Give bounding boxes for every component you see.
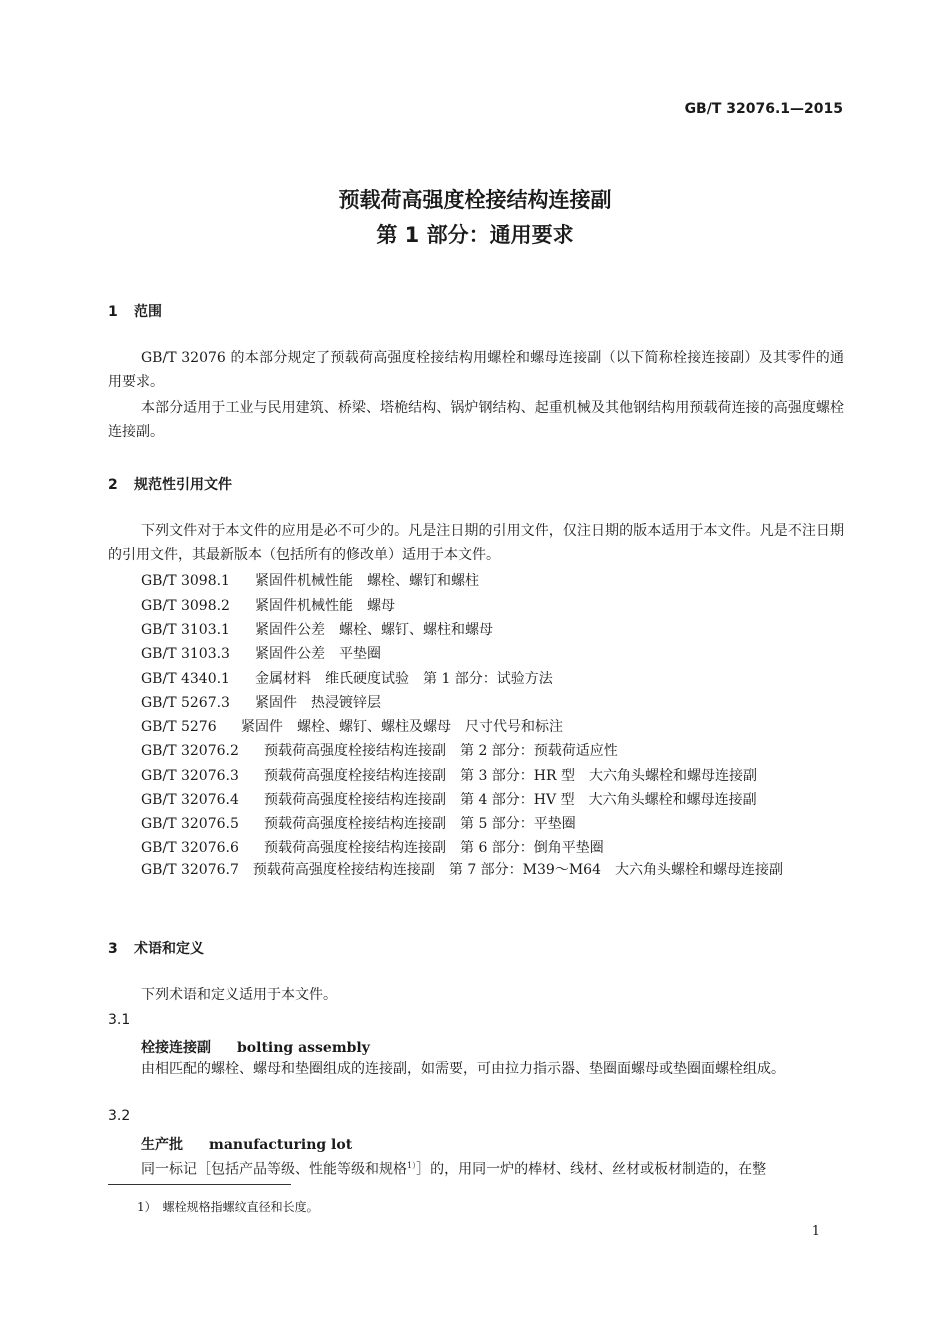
reference-title: 紧固件 螺栓、螺钉、螺柱及螺母 尺寸代号和标注 bbox=[241, 719, 563, 735]
term-number: 3.1 bbox=[108, 1012, 131, 1028]
reference-item bbox=[141, 765, 757, 785]
terms-intro: 下列术语和定义适用于本文件。 bbox=[141, 987, 337, 1003]
reference-title: 预载荷高强度栓接结构连接副 第 3 部分：HR 型 大六角头螺栓和螺母连接副 bbox=[264, 768, 758, 784]
reference-code: GB/T 32076.2 bbox=[141, 743, 239, 759]
reference-item bbox=[141, 643, 381, 663]
term-definition bbox=[108, 1154, 844, 1182]
scope-paragraph-2: 本部分适用于工业与民用建筑、桥梁、塔桅结构、锅炉钢结构、起重机械及其他钢结构用预载荷连接的高强度螺栓连接副。 bbox=[108, 400, 844, 440]
reference-title: 紧固件机械性能 螺栓、螺钉和螺柱 bbox=[255, 573, 479, 589]
reference-code: GB/T 32076.5 bbox=[141, 816, 239, 832]
reference-item bbox=[141, 837, 604, 857]
reference-code: GB/T 3103.1 bbox=[141, 622, 230, 638]
section-1-heading bbox=[108, 301, 162, 321]
reference-code: GB/T 5276 bbox=[141, 719, 217, 735]
section-number: 1 bbox=[108, 304, 118, 320]
reference-item bbox=[141, 813, 576, 833]
reference-title: 紧固件公差 螺栓、螺钉、螺柱和螺母 bbox=[255, 622, 493, 638]
section-title: 规范性引用文件 bbox=[134, 477, 232, 493]
section-number: 2 bbox=[108, 477, 118, 493]
term-name-zh: 栓接连接副 bbox=[141, 1040, 211, 1056]
reference-code: GB/T 32076.6 bbox=[141, 840, 239, 856]
reference-item bbox=[141, 692, 381, 712]
reference-item bbox=[141, 619, 493, 639]
reference-item bbox=[141, 716, 563, 736]
term-name-en: manufacturing lot bbox=[209, 1137, 353, 1153]
document-subtitle: 第 1 部分：通用要求 bbox=[376, 223, 574, 247]
footnote-marker: 1） bbox=[407, 1161, 417, 1170]
reference-item-wrapped: GB/T 32076.7 预载荷高强度栓接结构连接副 第 7 部分：M39～M64 大六角头螺栓和螺母连接副 bbox=[141, 862, 783, 878]
reference-code: GB/T 4340.1 bbox=[141, 671, 230, 687]
term-name-en: bolting assembly bbox=[237, 1040, 370, 1056]
reference-code: GB/T 3098.1 bbox=[141, 573, 230, 589]
references-intro: 下列文件对于本文件的应用是必不可少的。凡是注日期的引用文件，仅注日期的版本适用于本文件。凡是不注日期的引用文件，其最新版本（包括所有的修改单）适用于本文件。 bbox=[108, 523, 844, 563]
reference-code: GB/T 32076.4 bbox=[141, 792, 239, 808]
page-number: 1 bbox=[811, 1224, 820, 1239]
reference-title: 预载荷高强度栓接结构连接副 第 5 部分：平垫圈 bbox=[264, 816, 576, 832]
reference-item bbox=[141, 570, 479, 590]
reference-item bbox=[141, 595, 395, 615]
footnote: 1） 螺栓规格指螺纹直径和长度。 bbox=[137, 1200, 319, 1214]
definition-text: 同一标记［包括产品等级、性能等级和规格 bbox=[141, 1161, 407, 1178]
reference-title: 紧固件机械性能 螺母 bbox=[255, 598, 395, 614]
term-title bbox=[141, 1134, 352, 1154]
reference-title: 金属材料 维氏硬度试验 第 1 部分：试验方法 bbox=[255, 671, 553, 687]
section-title: 术语和定义 bbox=[134, 941, 204, 957]
reference-title: 紧固件公差 平垫圈 bbox=[255, 646, 381, 662]
definition-text-cont: ］的，用同一炉的棒材、线材、丝材或板材制造的，在整 bbox=[416, 1161, 767, 1178]
section-3-heading bbox=[108, 938, 204, 958]
reference-code: GB/T 3098.2 bbox=[141, 598, 230, 614]
scope-paragraph-1: GB/T 32076 的本部分规定了预载荷高强度栓接结构用螺栓和螺母连接副（以下简称栓接连接副）及其零件的通用要求。 bbox=[108, 350, 844, 390]
footnote-divider bbox=[108, 1184, 291, 1185]
reference-title: 预载荷高强度栓接结构连接副 第 6 部分：倒角平垫圈 bbox=[264, 840, 604, 856]
section-title: 范围 bbox=[134, 304, 162, 320]
term-number: 3.2 bbox=[108, 1108, 131, 1124]
standard-code: GB/T 32076.1—2015 bbox=[684, 101, 843, 117]
section-number: 3 bbox=[108, 941, 118, 957]
term-title bbox=[141, 1037, 370, 1057]
reference-item bbox=[141, 668, 553, 688]
reference-code: GB/T 32076.3 bbox=[141, 768, 239, 784]
reference-title: 预载荷高强度栓接结构连接副 第 4 部分：HV 型 大六角头螺栓和螺母连接副 bbox=[264, 792, 757, 808]
document-title: 预载荷高强度栓接结构连接副 bbox=[338, 188, 612, 212]
term-name-zh: 生产批 bbox=[141, 1137, 183, 1153]
reference-item bbox=[141, 740, 618, 760]
reference-item bbox=[141, 789, 757, 809]
reference-title: 预载荷高强度栓接结构连接副 第 2 部分：预载荷适应性 bbox=[264, 743, 618, 759]
term-definition: 由相匹配的螺栓、螺母和垫圈组成的连接副，如需要，可由拉力指示器、垫圈面螺母或垫圈面螺栓组成。 bbox=[141, 1061, 785, 1077]
reference-code: GB/T 5267.3 bbox=[141, 695, 230, 711]
reference-title: 紧固件 热浸镀锌层 bbox=[255, 695, 381, 711]
section-2-heading bbox=[108, 474, 232, 494]
reference-code: GB/T 3103.3 bbox=[141, 646, 230, 662]
